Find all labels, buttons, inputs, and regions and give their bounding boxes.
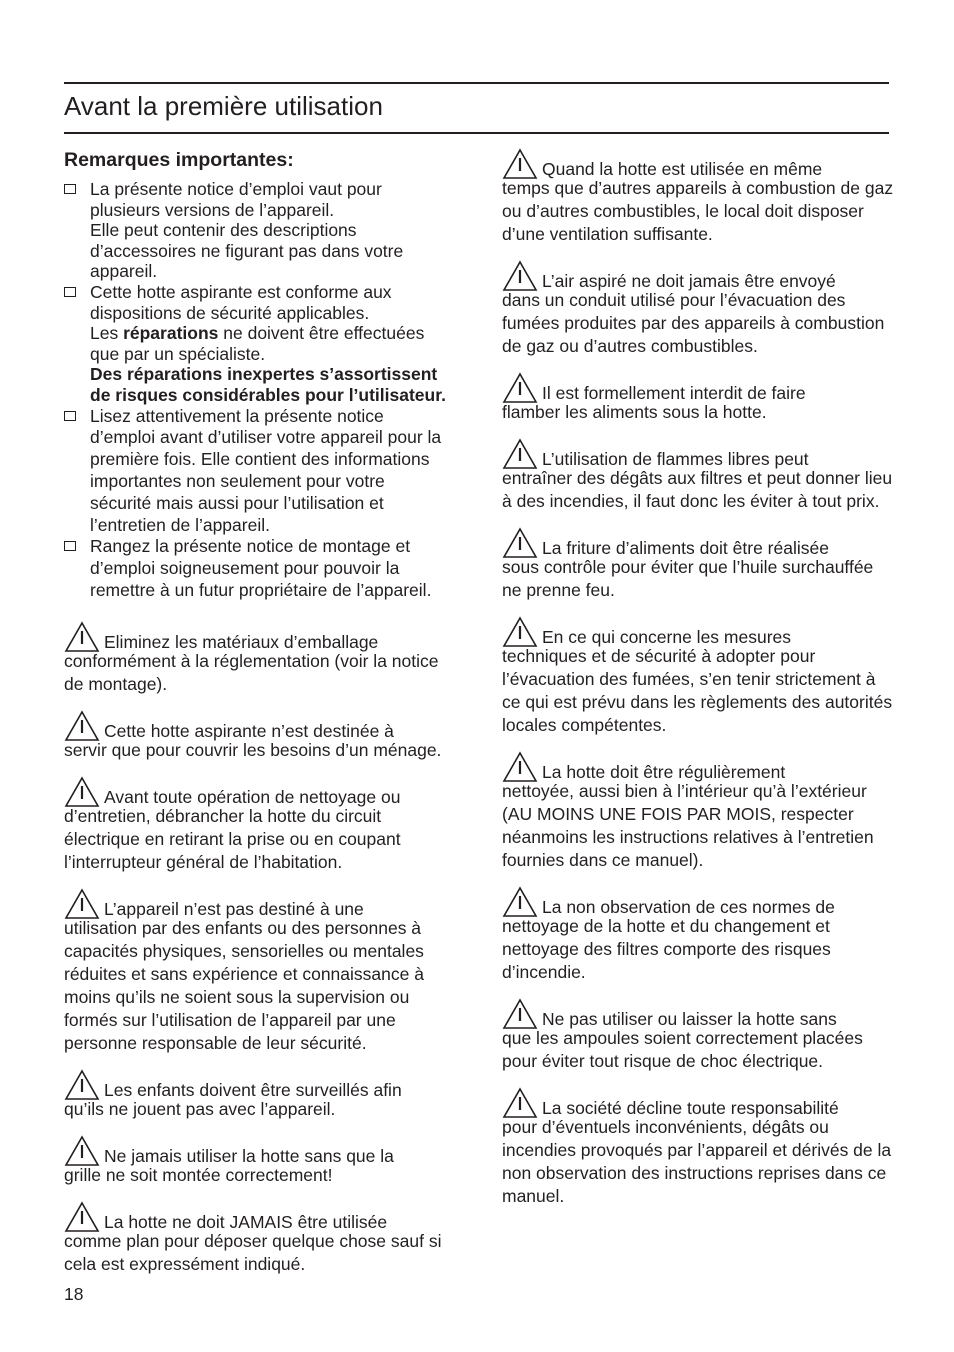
warning-block xyxy=(502,527,894,602)
warning-block xyxy=(64,621,448,696)
warning-text-first: La hotte ne doit JAMAIS être utilisée xyxy=(104,1212,388,1233)
warning-text-rest: flamber les aliments sous la hotte. xyxy=(502,402,767,422)
warning-triangle-icon xyxy=(64,1135,100,1167)
warning-triangle-icon xyxy=(502,372,538,404)
remark-item xyxy=(64,282,448,406)
warning-triangle-icon xyxy=(502,148,538,180)
warning-text-first: La société décline toute responsabilité xyxy=(542,1098,839,1119)
warning-text-rest: que les ampoules soient correctement placées pour éviter tout risque de choc électrique. xyxy=(502,1028,863,1071)
checkbox-bullet-icon xyxy=(64,541,76,551)
warning-block xyxy=(64,710,448,762)
warning-triangle-icon xyxy=(64,710,100,742)
warning-text-first: L’air aspiré ne doit jamais être envoyé xyxy=(542,271,836,292)
warning-text-rest: sous contrôle pour éviter que l’huile surchauffée ne prenne feu. xyxy=(502,557,874,600)
warning-triangle-icon xyxy=(64,888,100,920)
right-column xyxy=(502,148,894,1222)
header-rule-top xyxy=(64,82,889,84)
warning-block xyxy=(502,260,894,358)
warning-text-rest: dans un conduit utilisé pour l’évacuation des fumées produites par des appareils à combustion de gaz ou d’autres combustibles. xyxy=(502,290,885,356)
warning-block xyxy=(502,1087,894,1208)
warning-text-rest: qu’ils ne jouent pas avec l’appareil. xyxy=(64,1098,336,1119)
remark-item xyxy=(64,536,448,601)
warning-text-first: Avant toute opération de nettoyage ou xyxy=(104,787,401,808)
remarks-list xyxy=(64,179,448,602)
section-heading: Remarques importantes: xyxy=(64,149,294,171)
warning-triangle-icon xyxy=(64,621,100,653)
warning-triangle-icon xyxy=(502,751,538,783)
emphasis-repairs: réparations xyxy=(123,323,219,344)
warning-text-first: Eliminez les matériaux d’emballage xyxy=(104,632,379,653)
checkbox-bullet-icon xyxy=(64,287,76,297)
warning-triangle-icon xyxy=(502,527,538,559)
page-title: Avant la première utilisation xyxy=(64,91,383,121)
warning-block xyxy=(502,438,894,513)
page-number: 18 xyxy=(64,1284,84,1304)
warning-text-rest: nettoyage de la hotte et du changement et nettoyage des filtres comporte des risques d’incendie. xyxy=(502,916,831,982)
warning-text-rest: comme plan pour déposer quelque chose sauf si cela est expressément indiqué. xyxy=(64,1230,442,1274)
remark-text: Cette hotte aspirante est conforme aux dispositions de sécurité applicables. xyxy=(90,281,392,323)
left-column xyxy=(64,148,448,1290)
warning-text-first: Quand la hotte est utilisée en même xyxy=(542,159,823,180)
warning-text-first: La hotte doit être régulièrement xyxy=(542,762,786,783)
warning-block xyxy=(64,1135,448,1187)
checkbox-bullet-icon xyxy=(64,411,76,421)
warning-triangle-icon xyxy=(502,438,538,470)
right-warnings xyxy=(502,148,894,1208)
warning-text-rest: grille ne soit montée correctement! xyxy=(64,1164,333,1185)
warning-text-first: La non observation de ces normes de xyxy=(542,897,835,918)
warning-text-first: Cette hotte aspirante n’est destinée à xyxy=(104,721,394,742)
warning-text-first: La friture d’aliments doit être réalisée xyxy=(542,538,829,559)
warning-block xyxy=(64,888,448,1055)
warning-text-rest: utilisation par des enfants ou des personnes à capacités physiques, sensorielles ou mentales réduites et sans expérience et connaissance à moins qu’ils ne soient sous la supervision ou formés sur l’utilisation de l’appareil par une personne responsable de leur sécurité. xyxy=(64,917,424,1053)
warning-triangle-icon xyxy=(502,1087,538,1119)
warning-text-rest: servir que pour couvrir les besoins d’un ménage. xyxy=(64,739,442,760)
warning-triangle-icon xyxy=(502,260,538,292)
warning-text-first: L’appareil n’est pas destiné à une xyxy=(104,899,364,920)
warning-text-first: Ne pas utiliser ou laisser la hotte sans xyxy=(542,1009,837,1030)
warning-triangle-icon xyxy=(64,776,100,808)
warning-block xyxy=(64,1069,448,1121)
warning-text-rest: entraîner des dégâts aux filtres et peut donner lieu à des incendies, il faut donc les éviter à tout prix. xyxy=(502,468,893,511)
warning-block xyxy=(64,1201,448,1276)
header-rule-bottom xyxy=(64,132,889,134)
remark-text: Rangez la présente notice de montage et d’emploi soigneusement pour pouvoir la remettre à un futur propriétaire de l’appareil. xyxy=(90,536,432,600)
warning-text-first: Les enfants doivent être surveillés afin xyxy=(104,1080,402,1101)
remark-text: Lisez attentivement la présente notice d’emploi avant d’utiliser votre appareil pour la première fois. Elle contient des informations importantes non seulement pour votre sécurité mais aussi pour l’utilisation et l’entretien de l’appareil. xyxy=(90,405,442,535)
remark-item xyxy=(64,406,448,537)
warning-text-rest: techniques et de sécurité à adopter pour l’évacuation des fumées, s’en tenir strictement à ce qui est prévu dans les règlements des autorités locales compétentes. xyxy=(502,646,893,735)
warning-text-first: En ce qui concerne les mesures xyxy=(542,627,792,648)
warning-text-first: L’utilisation de flammes libres peut xyxy=(542,449,809,470)
warning-block xyxy=(64,776,448,874)
warning-text-rest: d’entretien, débrancher la hotte du circuit électrique en retirant la prise ou en coupant l’interrupteur général de l’habitation. xyxy=(64,805,401,872)
warning-triangle-icon xyxy=(502,886,538,918)
warning-text-rest: pour d’éventuels inconvénients, dégâts ou incendies provoqués par l’appareil et dérivés de la non observation des instructions reprises dans ce manuel. xyxy=(502,1117,892,1206)
warning-block xyxy=(502,998,894,1073)
warning-triangle-icon xyxy=(502,616,538,648)
remark-text: Les réparations ne doivent être effectuées que par un spécialiste. xyxy=(90,323,425,364)
remark-item xyxy=(64,179,448,282)
remark-text: Elle peut contenir des descriptions d’accessoires ne figurant pas dans votre appareil. xyxy=(90,220,404,282)
warning-triangle-icon xyxy=(64,1201,100,1233)
warning-text-rest: temps que d’autres appareils à combustion de gaz ou d’autres combustibles, le local doit disposer d’une ventilation suffisante. xyxy=(502,178,894,244)
warning-text-first: Il est formellement interdit de faire xyxy=(542,383,806,404)
warning-block xyxy=(502,616,894,737)
warning-triangle-icon xyxy=(502,998,538,1030)
remark-text: La présente notice d’emploi vaut pour plusieurs versions de l’appareil. xyxy=(90,179,382,220)
left-warnings xyxy=(64,621,448,1276)
checkbox-bullet-icon xyxy=(64,184,76,194)
warning-block xyxy=(502,751,894,872)
warning-block xyxy=(502,886,894,984)
warning-text-rest: conformément à la réglementation (voir la notice de montage). xyxy=(64,650,439,694)
warning-triangle-icon xyxy=(64,1069,100,1101)
warning-text-rest: nettoyée, aussi bien à l’intérieur qu’à l’extérieur (AU MOINS UNE FOIS PAR MOIS, respecter néanmoins les instructions relatives à l’entretien fournies dans ce manuel). xyxy=(502,781,874,870)
remark-warning-bold: Des réparations inexpertes s’assortissent de risques considérables pour l’utilisateur. xyxy=(90,364,446,405)
warning-text-first: Ne jamais utiliser la hotte sans que la xyxy=(104,1146,394,1167)
warning-block xyxy=(502,372,894,424)
warning-block xyxy=(502,148,894,246)
